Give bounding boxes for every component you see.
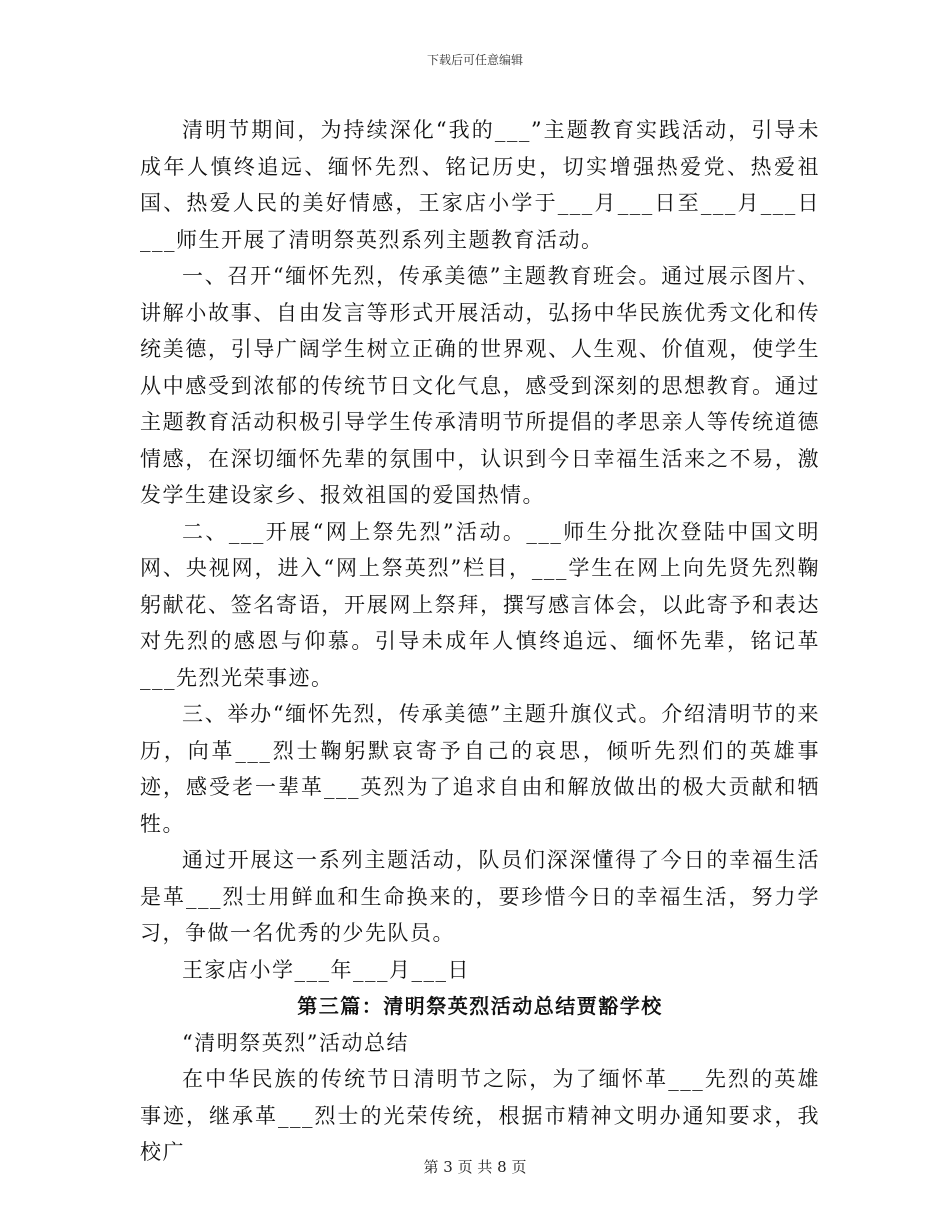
section-subtitle: “清明祭英烈”活动总结 [182, 1030, 409, 1055]
paragraph-item-2: 二、___开展“网上祭先烈”活动。___师生分批次登陆中国文明网、央视网，进入“网上祭英烈”栏目，___学生在网上向先贤先烈鞠躬献花、签名寄语，开展网上祭拜，撰写感言体会，以此寄予和表达对先烈的感恩与仰慕。引导未成年人慎终追远、缅怀先辈，铭记革___先烈光荣事迹。 [140, 519, 820, 690]
paragraph-conclusion: 通过开展这一系列主题活动，队员们深深懂得了今日的幸福生活是革___烈士用鲜血和生命换来的，要珍惜今日的幸福生活，努力学习，争做一名优秀的少先队员。 [140, 848, 820, 945]
paragraph-intro: 清明节期间，为持续深化“我的___”主题教育实践活动，引导未成年人慎终追远、缅怀先烈、铭记历史，切实增强热爱党、热爱祖国、热爱人民的美好情感，王家店小学于___月___日至___月___日___师生开展了清明祭英烈系列主题教育活动。 [140, 118, 820, 252]
paragraph-item-3: 三、举办“缅怀先烈，传承美德”主题升旗仪式。介绍清明节的来历，向革___烈士鞠躬默哀寄予自己的哀思，倾听先烈们的英雄事迹，感受老一辈革___英烈为了追求自由和解放做出的极大贡献和牺牲。 [140, 702, 820, 836]
document-body [140, 112, 820, 1171]
page-number: 第 3 页 共 8 页 [423, 1158, 527, 1176]
page-header-note: 下载后可任意编辑 [426, 53, 523, 67]
section-heading: 第三篇：清明祭英烈活动总结贾豁学校 [297, 994, 663, 1018]
paragraph-item-1: 一、召开“缅怀先烈，传承美德”主题教育班会。通过展示图片、讲解小故事、自由发言等形式开展活动，弘扬中华民族优秀文化和传统美德，引导广阔学生树立正确的世界观、人生观、价值观，使学生从中感受到浓郁的传统节日文化气息，感受到深刻的思想教育。通过主题教育活动积极引导学生传承清明节所提倡的孝思亲人等传统道德情感，在深切缅怀先辈的氛围中，认识到今日幸福生活来之不易，激发学生建设家乡、报效祖国的爱国热情。 [140, 264, 820, 507]
signature-line: 王家店小学___年___月___日 [182, 957, 470, 982]
section-intro-paragraph: 在中华民族的传统节日清明节之际，为了缅怀革___先烈的英雄事迹，继承革___烈士的光荣传统，根据市精神文明办通知要求，我校广 [140, 1067, 820, 1164]
